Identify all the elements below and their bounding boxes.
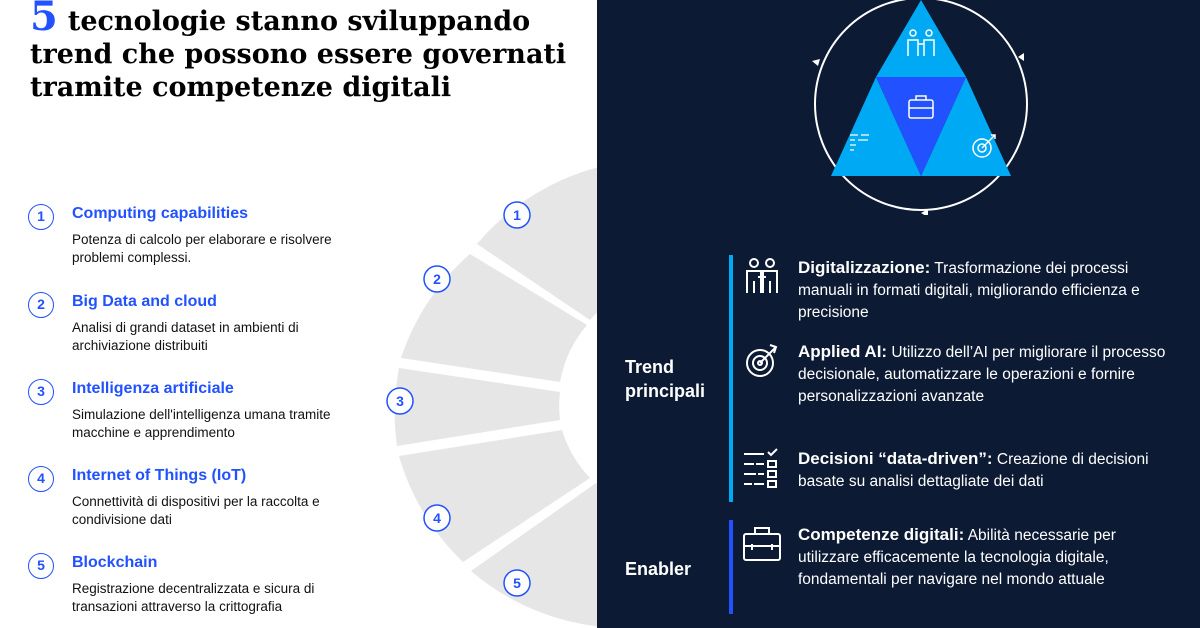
svg-text:4: 4	[433, 510, 441, 526]
item-description: Creazione di decisioni basate su analisi dettagliate dei dati	[798, 451, 1149, 490]
item-title: Competenze digitali:	[798, 525, 965, 544]
technologies-panel	[0, 0, 597, 628]
number-badge: 5	[28, 553, 54, 579]
trend-bar	[729, 255, 733, 502]
briefcase-icon	[742, 524, 782, 564]
number-badge: 2	[28, 292, 54, 318]
technology-name: Big Data and cloud	[72, 293, 217, 310]
technology-name: Intelligenza artificiale	[72, 380, 234, 397]
item-description: Trasformazione dei processi manuali in formati digitali, migliorando efficienza e precisione	[798, 260, 1140, 321]
item-description: Utilizzo dell’AI per migliorare il processo decisionale, automatizzare le operazioni e fornire personalizzazioni avanzate	[798, 344, 1166, 405]
svg-text:5: 5	[513, 575, 521, 591]
technology-description: Potenza di calcolo per elaborare e risolvere problemi complessi.	[72, 232, 332, 265]
trend-item-text	[798, 341, 1168, 408]
technology-description: Analisi di grandi dataset in ambienti di archiviazione distribuiti	[72, 320, 299, 353]
triangle-diagram	[806, 0, 1036, 215]
technology-description: Registrazione decentralizzata e sicura di transazioni attraverso la crittografia	[72, 581, 315, 614]
technology-description: Connettività di dispositivi per la raccolta e condivisione dati	[72, 494, 320, 527]
wheel-number	[504, 202, 530, 228]
trend-item-text	[798, 257, 1168, 324]
svg-text:1: 1	[513, 207, 521, 223]
wheel-number	[504, 570, 530, 596]
checklist-icon	[742, 448, 782, 488]
enabler-bar	[729, 520, 733, 614]
number-badge: 4	[28, 466, 54, 492]
triangle-top	[876, 0, 966, 77]
target-arrow-icon	[742, 341, 782, 381]
number-badge: 3	[28, 379, 54, 405]
trend-item-text	[798, 448, 1168, 493]
enabler-label: Enabler	[625, 559, 692, 579]
item-description: Abilità necessarie per utilizzare efficacemente la tecnologia digitale, fondamentali per navigare nel mondo attuale	[798, 527, 1116, 588]
technology-name: Computing capabilities	[72, 205, 249, 222]
technology-name: Internet of Things (IoT)	[72, 467, 247, 484]
technology-description: Simulazione dell'intelligenza umana tramite macchine e apprendimento	[72, 407, 331, 440]
wheel-number	[424, 266, 450, 292]
item-title: Digitalizzazione:	[798, 258, 931, 277]
wheel-number	[387, 388, 413, 414]
item-title: Decisioni “data-driven”:	[798, 449, 993, 468]
enabler-item-text	[798, 524, 1168, 591]
trends-panel	[597, 0, 1200, 628]
svg-text:3: 3	[396, 393, 404, 409]
number-badge: 1	[28, 204, 54, 230]
page-title: 5 tecnologie stanno sviluppando trend che possono essere governati tramite competenze digitali	[30, 0, 567, 103]
item-title: Applied AI:	[798, 342, 888, 361]
people-handshake-icon	[742, 257, 782, 297]
technology-name: Blockchain	[72, 554, 158, 571]
svg-text:2: 2	[433, 271, 441, 287]
trend-label: Trend principali	[625, 357, 706, 401]
wheel-number	[424, 505, 450, 531]
